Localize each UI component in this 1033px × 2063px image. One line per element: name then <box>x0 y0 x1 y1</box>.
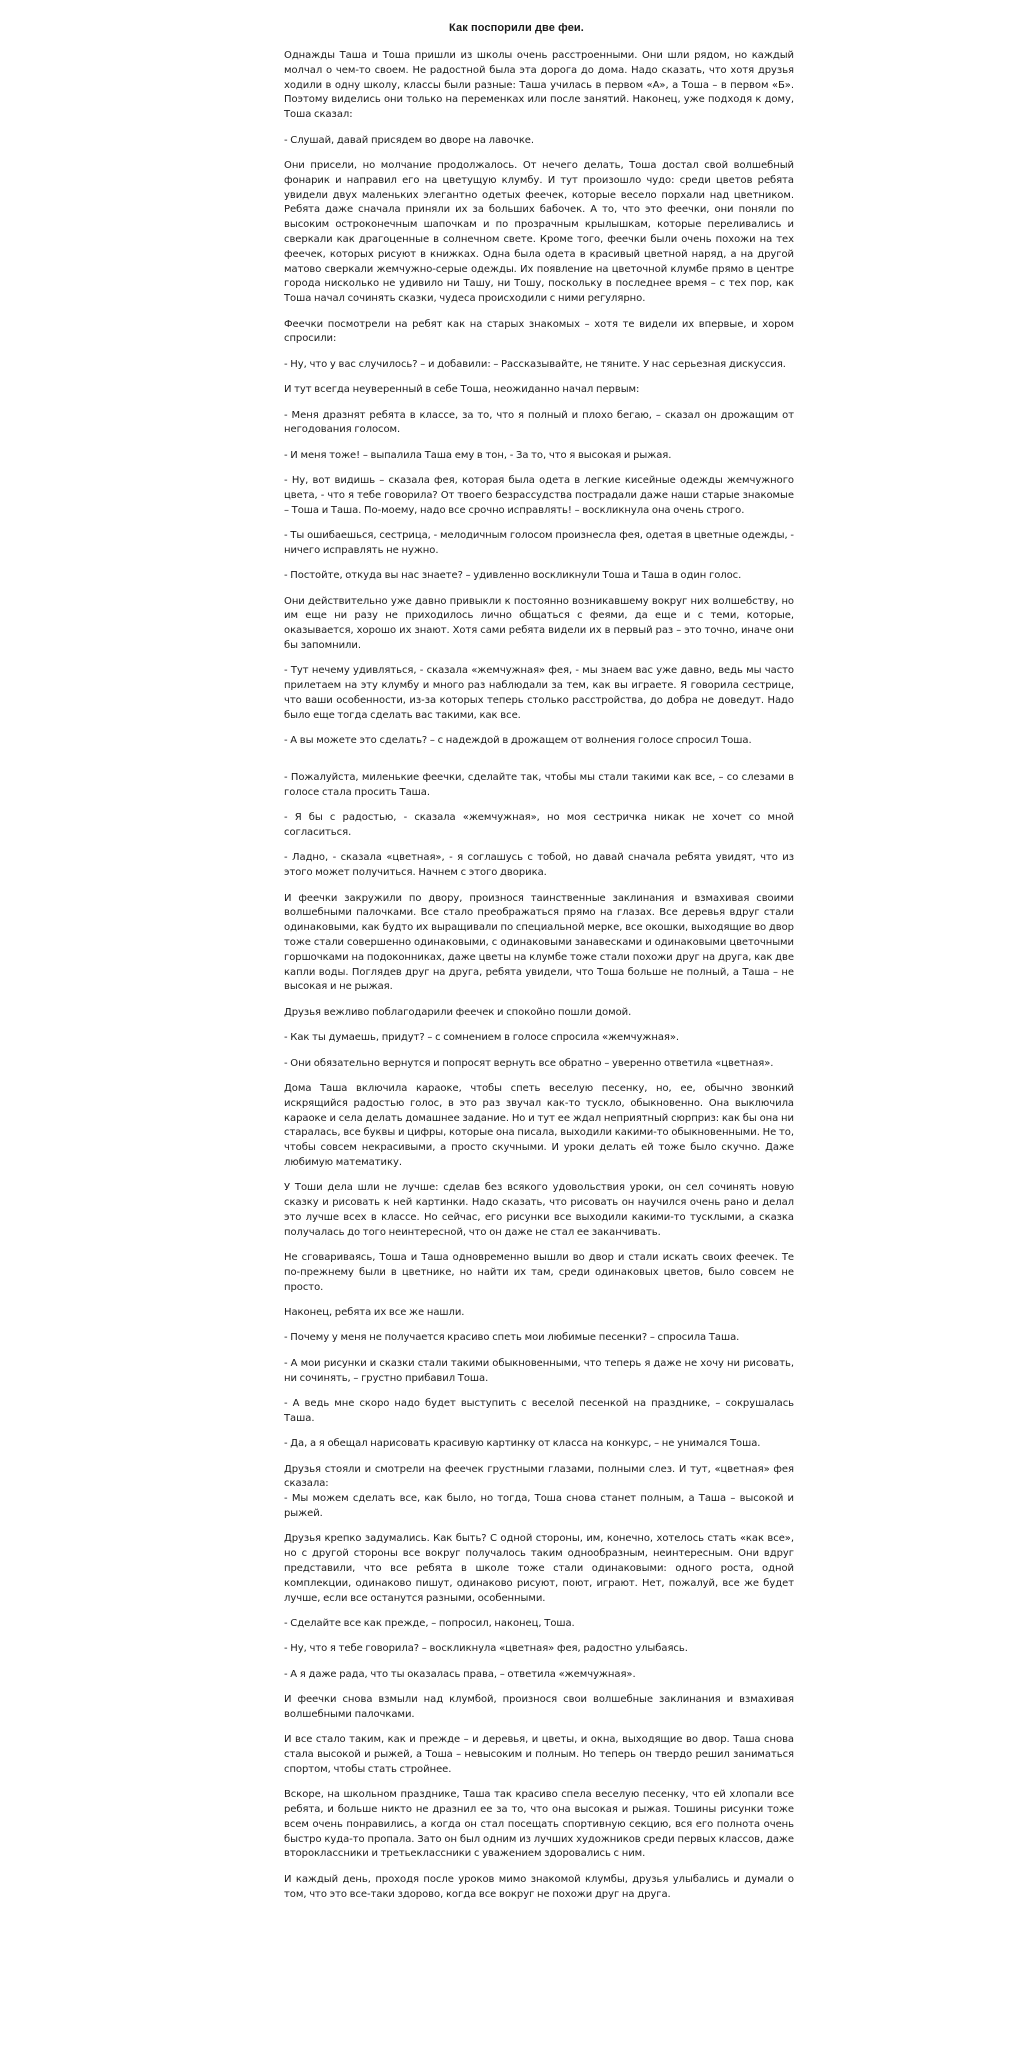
paragraph: Наконец, ребята их все же нашли. <box>284 1307 465 1319</box>
paragraph: - Тут нечему удивляться, - сказала «жемчужная» фея, - мы знаем вас уже давно, ведь мы часто прилетаем на эту клумбу и много раз наблюдали за тем, как вы играете. Я говорила сестрице, что ваши особенности, из-за которых теперь столько расстройства, до добра не доведут. Надо было еще тогда сделать вас такими, как все. <box>284 665 794 721</box>
paragraph: Дома Таша включила караоке, чтобы спеть веселую песенку, но, ее, обычно звонкий искрящийся радостью голос, в это раз звучал как-то тускло, обыкновенно. Она выключила караоке и села делать домашнее задание. Но и тут ее ждал неприятный сюрприз: как бы она ни старалась, все буквы и цифры, которые она писала, выходили какими-то обыкновенными. Не то, чтобы совсем некрасивыми, а просто скучными. И уроки делать ей тоже было скучно. Даже любимую математику. <box>284 1082 794 1168</box>
paragraph: - Как ты думаешь, придут? – с сомнением в голосе спросила «жемчужная». <box>284 1032 680 1044</box>
paragraph: Друзья стояли и смотрели на феечек грустными глазами, полными слез. И тут, «цветная» фея сказала: - Мы можем сделать все, как было, но тогда, Тоша снова станет полным, а Таша – высокой и рыжей. <box>284 1463 794 1519</box>
paragraph: - А ведь мне скоро надо будет выступить с веселой песенкой на празднике, – сокрушалась Таша. <box>284 1398 794 1424</box>
paragraph: - Ну, что я тебе говорила? – воскликнула «цветная» фея, радостно улыбаясь. <box>284 1643 688 1655</box>
paragraph: - И меня тоже! – выпалила Таша ему в тон, - За то, что я высокая и рыжая. <box>284 449 672 461</box>
paragraph: - Я бы с радостью, - сказала «жемчужная», но моя сестричка никак не хочет со мной согласиться. <box>284 812 794 838</box>
paragraph: Однажды Таша и Тоша пришли из школы очень расстроенными. Они шли рядом, но каждый молчал о чем-то своем. Не радостной была эта дорога до дома. Надо сказать, что хотя друзья ходили в одну школу, классы были разные: Таша училась в первом «А», а Тоша – в первом «Б». Поэтому виделись они только на переменках или после занятий. Наконец, уже подходя к дому, Тоша сказал: <box>284 50 794 121</box>
paragraph: И феечки снова взмыли над клумбой, произнося свои волшебные заклинания и взмахивая волшебными палочками. <box>284 1694 794 1720</box>
document-body <box>284 20 794 1902</box>
paragraph: И феечки закружили по двору, произнося таинственные заклинания и взмахивая своими волшебными палочками. Все стало преображаться прямо на глазах. Все деревья вдруг стали одинаковыми, как будто их выращивали по специальной мерке, все окошки, выходящие во двор тоже стали совершенно одинаковыми, с одинаковыми занавесками и одинаковыми цветочными горшочками на подоконниках, даже цветы на клумбе тоже стали похожи друг на друга, как две капли воды. Поглядев друг на друга, ребята увидели, что Тоша больше не полный, а Таша – не высокая и не рыжая. <box>284 892 794 993</box>
paragraph: - Да, а я обещал нарисовать красивую картинку от класса на конкурс, – не унимался Тоша. <box>284 1438 761 1450</box>
paragraph: - Ладно, - сказала «цветная», - я соглашусь с тобой, но давай сначала ребята увидят, что из этого может получиться. Начнем с этого дворика. <box>284 852 794 879</box>
paragraph: И тут всегда неуверенный в себе Тоша, неожиданно начал первым: <box>284 384 640 396</box>
paragraph: - Почему у меня не получается красиво спеть мои любимые песенки? – спросила Таша. <box>284 1332 740 1344</box>
paragraph: Друзья крепко задумались. Как быть? С одной стороны, им, конечно, хотелось стать «как все», но с другой стороны все вокруг получалось таким однообразным, неинтересным. Они вдруг представили, что все ребята в школе тоже стали одинаковыми: одного роста, одной комплекции, одинаково пишут, одинаково рисуют, поют, играют. Нет, пожалуй, все же будет лучше, если все останутся разными, особенными. <box>284 1533 794 1604</box>
document-title: Как поспорили две феи. <box>449 22 584 34</box>
document-page <box>284 20 794 1913</box>
paragraph: - Сделайте все как прежде, – попросил, наконец, Тоша. <box>284 1617 575 1629</box>
paragraph: - А я даже рада, что ты оказалась права, – ответила «жемчужная». <box>284 1668 636 1680</box>
paragraph: Не сговариваясь, Тоша и Таша одновременно вышли во двор и стали искать своих феечек. Те по-прежнему были в цветнике, но найти их там, среди одинаковых цветов, было совсем не просто. <box>284 1252 794 1293</box>
paragraph: Они действительно уже давно привыкли к постоянно возникавшему вокруг них волшебству, но им еще ни разу не приходилось лично общаться с феями, да еще и с теми, которые, оказывается, хорошо их знают. Хотя сами ребята видели их в первый раз – это точно, иначе они бы запомнили. <box>284 595 794 652</box>
paragraph: Феечки посмотрели на ребят как на старых знакомых – хотя те видели их впервые, и хором спросили: <box>284 318 794 345</box>
paragraph: - Ты ошибаешься, сестрица, - мелодичным голосом произнесла фея, одетая в цветные одежды, - ничего исправлять не нужно. <box>284 530 794 556</box>
paragraph: Друзья вежливо поблагодарили феечек и спокойно пошли домой. <box>284 1006 632 1018</box>
paragraph: - Слушай, давай присядем во дворе на лавочке. <box>284 134 535 146</box>
paragraph: И каждый день, проходя после уроков мимо знакомой клумбы, друзья улыбались и думали о том, что это все-таки здорово, когда все вокруг не похожи друг на друга. <box>284 1873 794 1900</box>
paragraph: И все стало таким, как и прежде – и деревья, и цветы, и окна, выходящие во двор. Таша снова стала высокой и рыжей, а Тоша – невысоким и полным. Но теперь он твердо решил заниматься спортом, чтобы стать стройнее. <box>284 1734 794 1775</box>
paragraph: - Ну, что у вас случилось? – и добавили: – Рассказывайте, не тяните. У нас серьезная дискуссия. <box>284 358 786 370</box>
paragraph: - Ну, вот видишь – сказала фея, которая была одета в легкие кисейные одежды жемчужного цвета, - что я тебе говорила? От твоего безрассудства пострадали даже наши старые знакомые – Тоша и Таша. По-моему, надо все срочно исправлять! – воскликнула она очень строго. <box>284 475 794 516</box>
paragraph: У Тоши дела шли не лучше: сделав без всякого удовольствия уроки, он сел сочинять новую сказку и рисовать к ней картинки. Надо сказать, что рисовать он научился очень рано и делал это лучше всех в классе. Но сейчас, его рисунки все выходили какими-то тусклыми, а сказка получалась до того неинтересной, что он даже не стал ее заканчивать. <box>284 1182 794 1238</box>
paragraph: - Пожалуйста, миленькие феечки, сделайте так, чтобы мы стали такими как все, – со слезами в голосе стала просить Таша. <box>284 772 794 798</box>
paragraph: - Меня дразнят ребята в классе, за то, что я полный и плохо бегаю, – сказал он дрожащим от негодования голосом. <box>284 409 794 436</box>
paragraph: - А вы можете это сделать? – с надеждой в дрожащем от волнения голосе спросил Тоша. <box>284 735 752 747</box>
paragraph: Они присели, но молчание продолжалось. От нечего делать, Тоша достал свой волшебный фонарик и направил его на цветущую клумбу. И тут произошло чудо: среди цветов ребята увидели двух маленьких элегантно одетых феечек, которые весело порхали над цветником. Ребята даже сначала приняли их за больших бабочек. А то, что это феечки, они поняли по высоким остроконечным шапочкам и по прозрачным крылышкам, которые переливались и сверкали как драгоценные в солнечном свете. Кроме того, феечки были очень похожи на тех феечек, которых рисуют в книжках. Одна была одета в красивый цветной наряд, а на другой матово сверкали жемчужно-серые одежды. Их появление на цветочной клумбе прямо в центре города нисколько не удивило ни Ташу, ни Тошу, поскольку в последнее время – с тех пор, как Тоша начал сочинять сказки, чудеса происходили с ними регулярно. <box>284 159 794 305</box>
paragraph: - Постойте, откуда вы нас знаете? – удивленно воскликнули Тоша и Таша в один голос. <box>284 570 742 582</box>
paragraph: Вскоре, на школьном празднике, Таша так красиво спела веселую песенку, что ей хлопали все ребята, и больше никто не дразнил ее за то, что она высокая и рыжая. Тошины рисунки тоже всем очень понравились, а когда он стал посещать спортивную секцию, вся его полнота очень быстро куда-то пропала. Зато он был одним из лучших художников среди первых классов, даже второклассники и третьеклассники с уважением здоровались с ним. <box>284 1789 794 1860</box>
paragraph: - А мои рисунки и сказки стали такими обыкновенными, что теперь я даже не хочу ни рисовать, ни сочинять, – грустно прибавил Тоша. <box>284 1357 794 1384</box>
paragraph: - Они обязательно вернутся и попросят вернуть все обратно – уверенно ответила «цветная». <box>284 1057 774 1069</box>
